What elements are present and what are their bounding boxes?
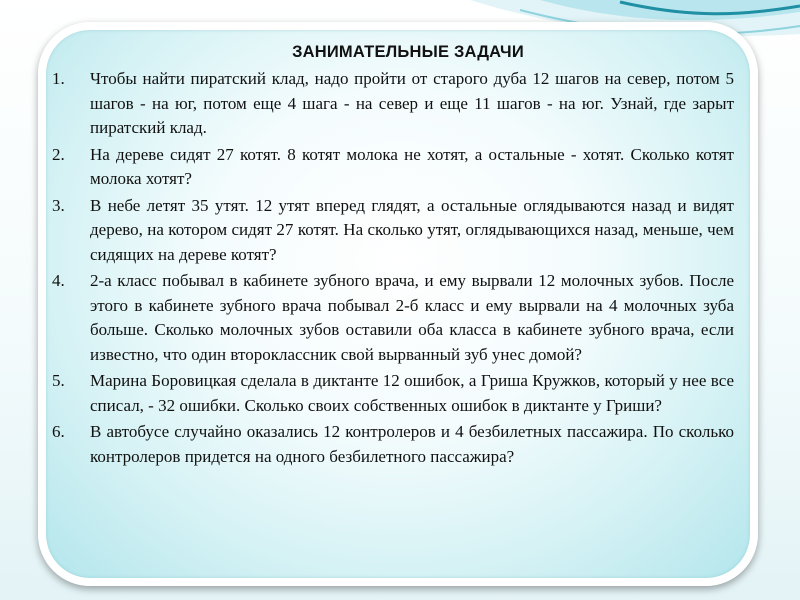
task-item [52, 269, 742, 367]
task-text: На дереве сидят 27 котят. 8 котят молока не хотят, а остальные - хотят. Сколько котят молока хотят? [90, 144, 734, 188]
task-number: 4. [52, 271, 65, 290]
slide-content [52, 40, 742, 471]
task-item [52, 194, 742, 268]
task-number: 6. [52, 422, 65, 441]
task-item [52, 369, 742, 418]
task-text: В небе летят 35 утят. 12 утят вперед глядят, а остальные оглядываются назад и видят дерево, на котором сидят 27 котят. На сколько утят, оглядывающихся назад, меньше, чем сидящих на дереве котят? [90, 195, 734, 264]
slide-title: ЗАНИМАТЕЛЬНЫЕ ЗАДАЧИ [292, 43, 524, 61]
task-number: 5. [52, 371, 65, 390]
task-text: 2-а класс побывал в кабинете зубного врача, и ему вырвали 12 молочных зубов. После этого в кабинете зубного врача побывал 2-б класс и ему вырвали на 4 молочных зуба больше. Сколько молочных зубов оставили оба класса в кабинете зубного врача, если известно, что один второклассник свой вырванный зуб унес домой? [90, 271, 734, 364]
task-item [52, 143, 742, 192]
task-number: 2. [52, 144, 65, 164]
task-item [52, 420, 742, 469]
task-number: 1. [52, 69, 65, 88]
task-text: Чтобы найти пиратский клад, надо пройти от старого дуба 12 шагов на север, потом 5 шагов - на юг, потом еще 4 шага - на север и еще 11 шагов - на юг. Узнай, где зарыт пиратский клад. [90, 69, 734, 137]
task-item [52, 67, 742, 141]
task-text: Марина Боровицкая сделала в диктанте 12 ошибок, а Гриша Кружков, который у нее все списал, - 32 ошибки. Сколько своих собственных ошибок в диктанте у Гриши? [90, 371, 734, 415]
task-number: 3. [52, 195, 65, 215]
task-text: В автобусе случайно оказались 12 контролеров и 4 безбилетных пассажира. По сколько контролеров придется на одного безбилетного пассажира? [90, 422, 734, 466]
task-list [52, 67, 742, 469]
